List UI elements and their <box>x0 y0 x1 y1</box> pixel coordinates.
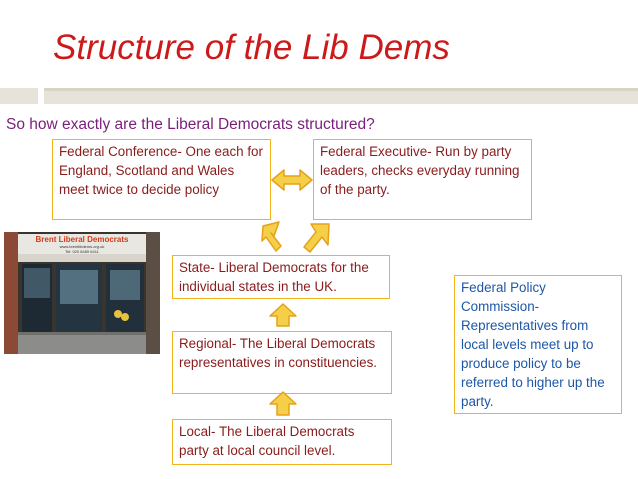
slide-subtitle: So how exactly are the Liberal Democrats structured? <box>6 116 375 133</box>
regional-box: Regional- The Liberal Democrats representatives in constituencies. <box>172 331 392 394</box>
office-sign-text: Brent Liberal Democrats <box>35 235 129 244</box>
local-box: Local- The Liberal Democrats party at local council level. <box>172 419 392 465</box>
federal-executive-box: Federal Executive- Run by party leaders, checks everyday running of the party. <box>313 139 532 220</box>
slide-title: Structure of the Lib Dems <box>53 28 450 67</box>
arrow-up-icon <box>270 304 296 326</box>
double-arrow-icon <box>272 170 312 190</box>
title-divider-right <box>44 88 638 104</box>
title-divider-left <box>0 88 38 104</box>
federal-policy-commission-box: Federal Policy Commission- Representatives from local levels meet up to produce policy to be referred to higher up the party. <box>454 275 622 414</box>
state-box: State- Liberal Democrats for the individual states in the UK. <box>172 255 390 299</box>
arrow-up-right-icon <box>304 224 329 252</box>
office-photo <box>4 232 160 354</box>
federal-conference-box: Federal Conference- One each for England, Scotland and Wales meet twice to decide policy <box>52 139 271 220</box>
brent-office-storefront-image <box>4 232 160 354</box>
arrow-up-left-icon <box>262 222 281 251</box>
office-sign-subtext: www.brentlibdems.org.uk <box>59 244 105 249</box>
arrow-up-icon <box>270 392 296 415</box>
office-sign-phone: Tel: 020 8459 6411 <box>65 249 99 254</box>
